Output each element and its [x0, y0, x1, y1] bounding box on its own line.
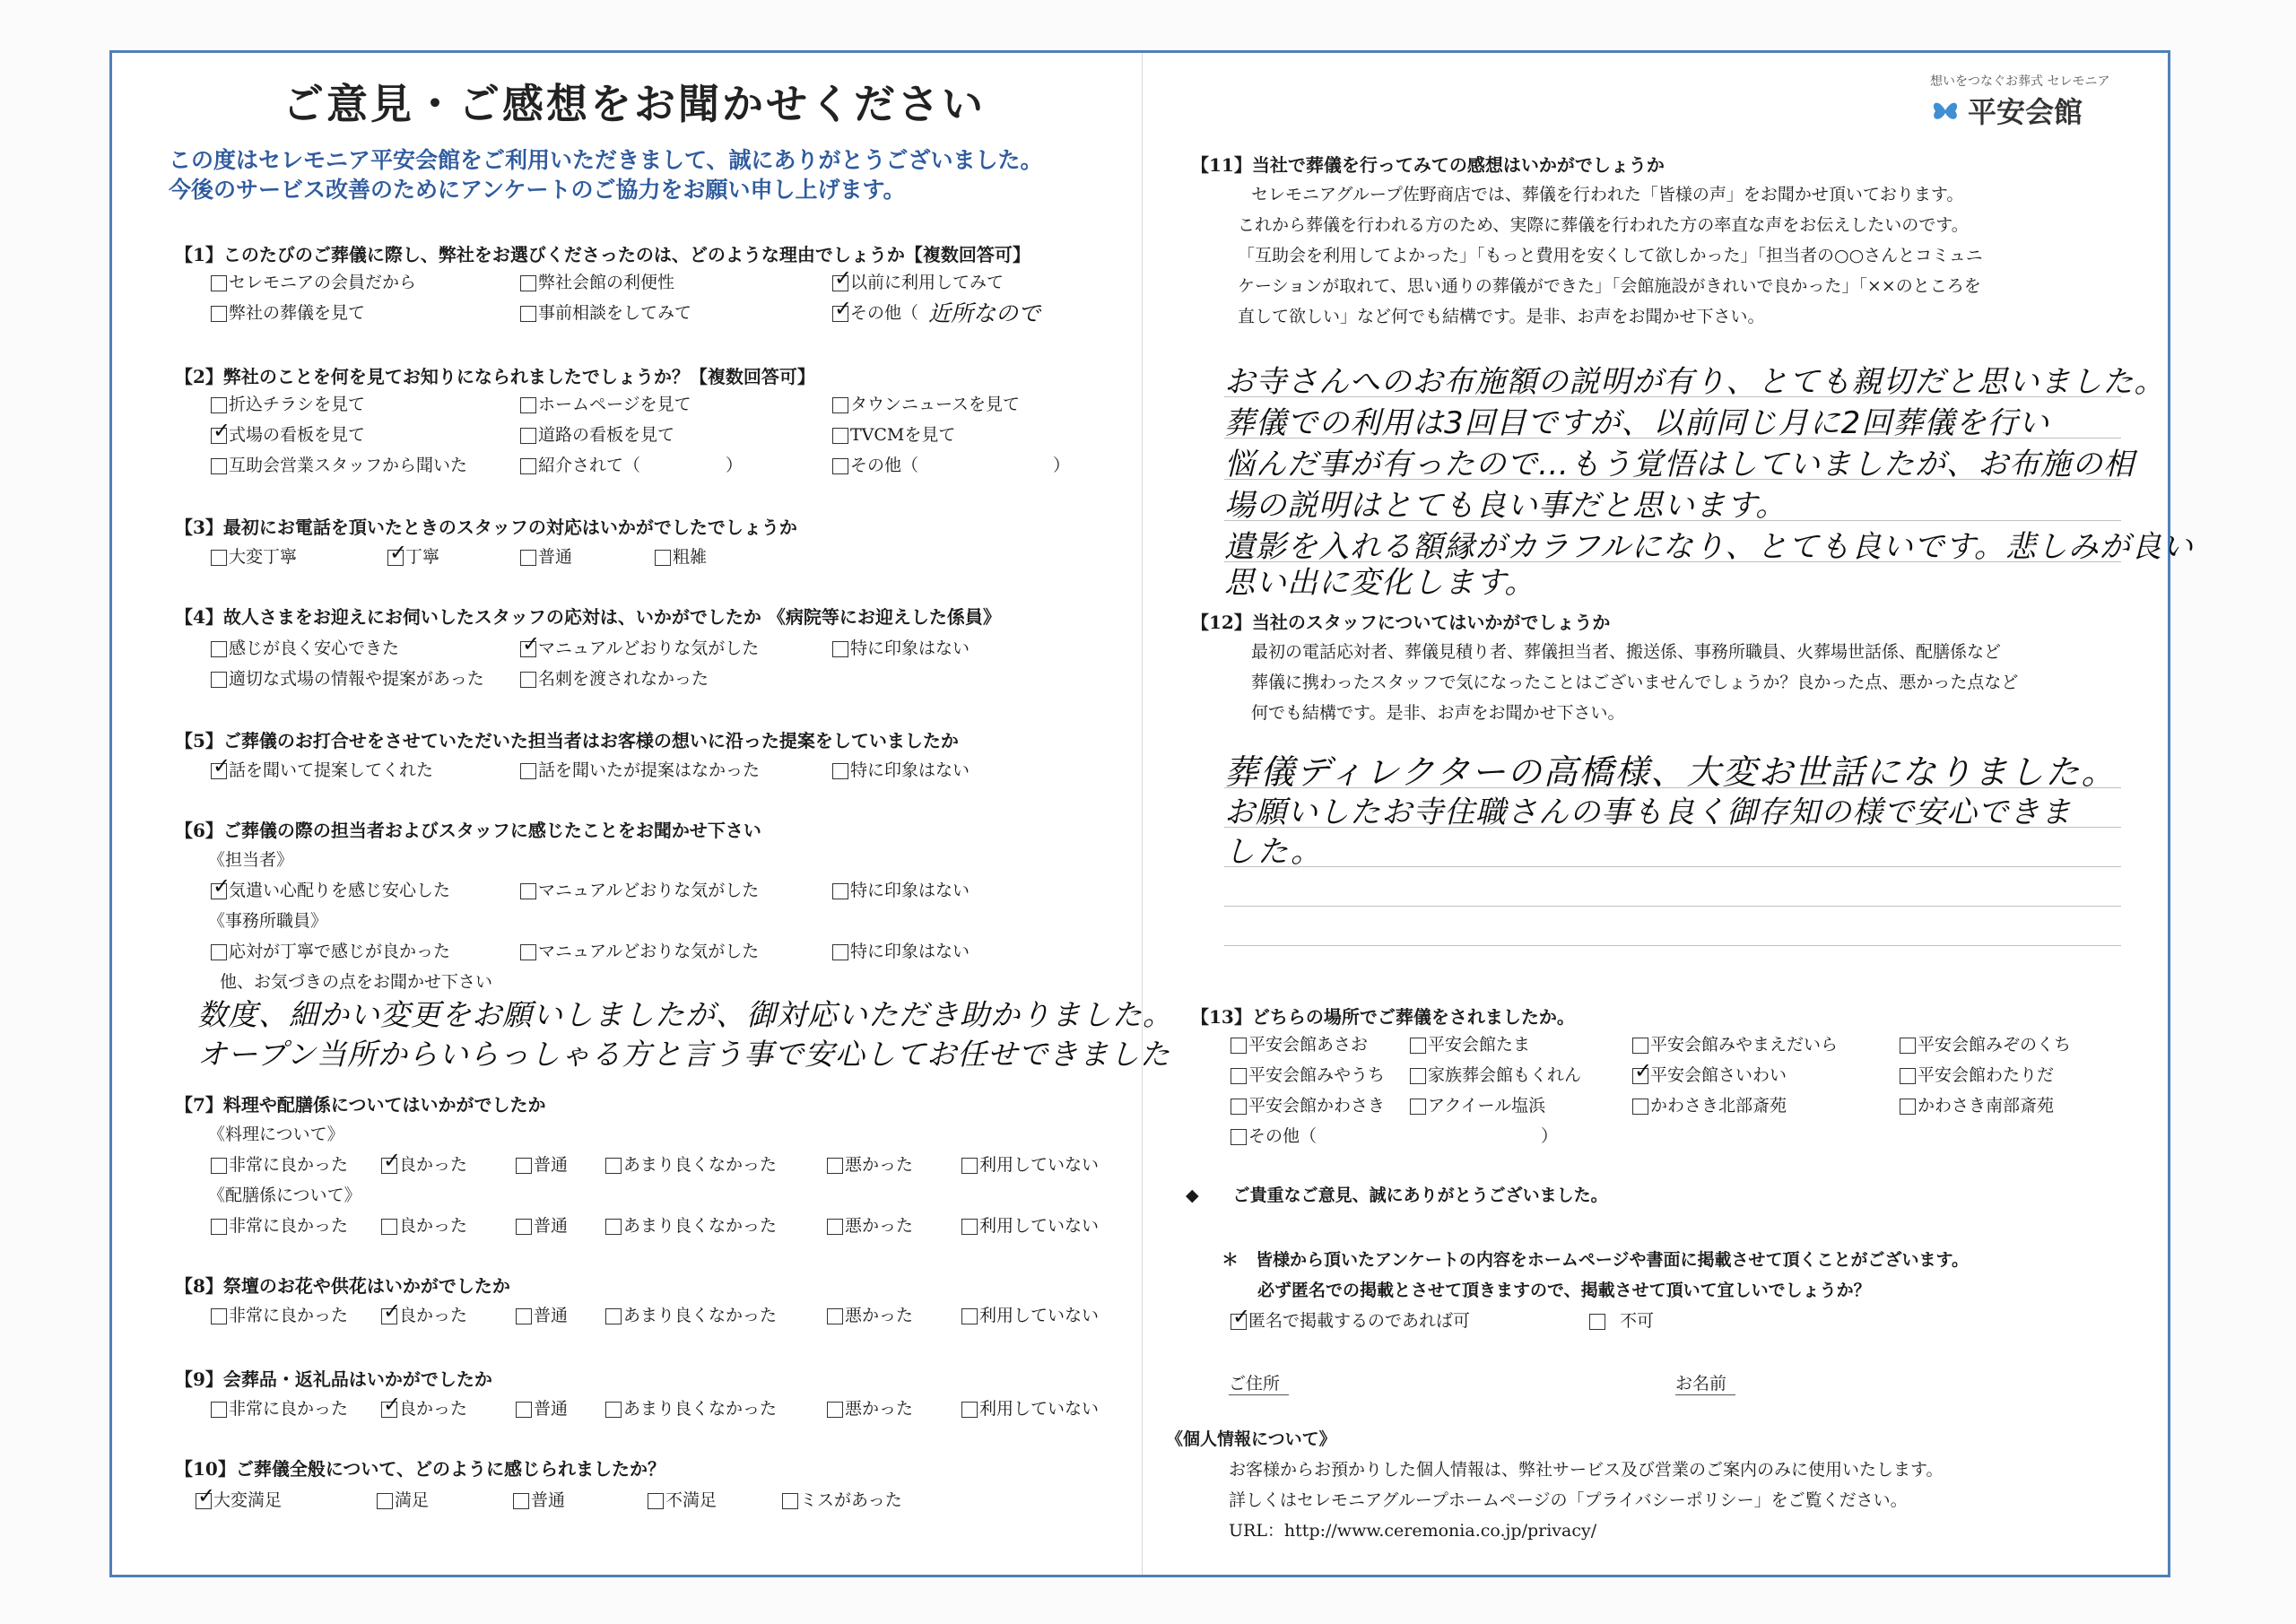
q10-opt5[interactable] [782, 1487, 902, 1511]
q5-opt2[interactable] [520, 757, 760, 781]
checkbox[interactable] [1231, 1099, 1247, 1115]
option-label: ミスがあった [800, 1490, 902, 1510]
option-label: 平安会館さいわい [1650, 1065, 1787, 1085]
option-label: 名刺を渡されなかった [538, 669, 709, 689]
q13-opt3[interactable] [1632, 1031, 1838, 1055]
option-label: 特に印象はない [850, 942, 970, 961]
checkbox[interactable] [832, 458, 848, 474]
checkbox[interactable] [520, 397, 536, 413]
q6-opt3[interactable] [832, 877, 970, 901]
q7b-opt3[interactable] [516, 1212, 568, 1237]
option-label: 良かった [399, 1399, 468, 1419]
q7a-opt6[interactable] [961, 1151, 1099, 1176]
q11-text-5: 直して欲しい」など何でも結構です。是非、お声をお聞かせ下さい。 [1238, 307, 1765, 326]
checkbox[interactable] [832, 397, 848, 413]
q13-opt11[interactable] [1632, 1092, 1787, 1116]
option-label: 丁寧 [405, 547, 440, 567]
option-label: 感じが良く安心できた [229, 638, 400, 658]
checkbox[interactable] [211, 550, 227, 566]
checkbox-checked[interactable] [211, 763, 227, 779]
q12-text-2: 葬儀に携わったスタッフで気になったことはございませんでしょうか？良かった点、悪かった点など [1251, 673, 2019, 692]
checkbox[interactable] [1632, 1099, 1648, 1115]
q8-opt4[interactable] [605, 1302, 777, 1326]
checkbox[interactable] [1410, 1068, 1426, 1084]
question-5: 【5】ご葬儀のお打合せをさせていただいた担当者はお客様の想いに沿った提案をしていましたか [175, 730, 959, 751]
checkbox[interactable] [520, 550, 536, 566]
question-13: 【13】どちらの場所でご葬儀をされましたか。 [1191, 1006, 1575, 1028]
option-label: 家族葬会館もくれん [1428, 1065, 1582, 1085]
option-label: マニュアルどおりな気がした [538, 881, 760, 900]
q6-opt5[interactable] [520, 938, 759, 962]
q11-text-1: セレモニアグループ佐野商店では、葬儀を行われた「皆様の声」をお聞かせ頂いております。 [1251, 185, 1964, 204]
q2-opt4[interactable] [211, 421, 365, 446]
diamond-icon: ◆ [1186, 1185, 1199, 1205]
option-label: 普通 [531, 1490, 566, 1510]
checkbox[interactable] [1231, 1129, 1247, 1145]
option-label: 折込チラシを見て [229, 395, 366, 414]
q3-opt4[interactable] [655, 543, 707, 568]
option-label: 平安会館わたりだ [1918, 1065, 2055, 1085]
question-8: 【8】祭壇のお花や供花はいかがでしたか [175, 1275, 510, 1297]
fold-line [1142, 53, 1143, 1575]
option-label: 特に印象はない [850, 881, 970, 900]
q11-text-3: 「互助会を利用してよかった」「もっと費用を安くして欲しかった」「担当者の○○さんとコミュニ [1238, 246, 1983, 265]
checkbox[interactable] [827, 1158, 843, 1174]
checkbox[interactable] [520, 672, 536, 688]
option-label: 利用していない [979, 1216, 1100, 1236]
checkbox[interactable] [211, 672, 227, 688]
option-label: 平安会館みやまえだいら [1650, 1035, 1839, 1055]
q13-opt7[interactable] [1632, 1062, 1787, 1086]
q4-opt5[interactable] [520, 665, 709, 690]
logo-tagline: 想いをつなぐお葬式 セレモニア [1930, 74, 2110, 89]
q5-opt1[interactable] [211, 757, 433, 781]
checkbox[interactable] [605, 1308, 622, 1324]
checkbox[interactable] [211, 397, 227, 413]
option-label: 事前相談をしてみて [538, 303, 692, 323]
checkbox[interactable] [211, 275, 227, 291]
checkbox-checked[interactable] [211, 428, 227, 444]
option-label: 悪かった [845, 1155, 914, 1175]
q7b-opt6[interactable] [961, 1212, 1099, 1237]
checkbox[interactable] [961, 1158, 978, 1174]
q11-handwritten-1: お寺さんへのお布施額の説明が有り、とても親切だと思いました。 [1224, 364, 2166, 400]
question-4: 【4】故人さまをお迎えにお伺いしたスタッフの応対は、いかがでしたか 《病院等にお迎えした係員》 [175, 606, 1001, 628]
q2-opt5[interactable] [520, 421, 674, 446]
option-label: 普通 [534, 1399, 569, 1419]
option-label: 良かった [399, 1306, 468, 1325]
question-9: 【9】会葬品・返礼品はいかがでしたか [175, 1368, 492, 1390]
checkbox[interactable] [520, 458, 536, 474]
checkbox[interactable] [381, 1219, 397, 1235]
option-label: 非常に良かった [229, 1216, 349, 1236]
option-label: 粗雑 [673, 547, 708, 567]
q3-opt3[interactable] [520, 543, 572, 568]
q6-opt6[interactable] [832, 938, 970, 962]
q7b-opt5[interactable] [827, 1212, 913, 1237]
option-label: マニュアルどおりな気がした [538, 638, 760, 658]
q11-text-2: これから葬儀を行われる方のため、実際に葬儀を行われた方の率直な声をお伝えしたいのです。 [1238, 215, 1969, 235]
q12-handwritten-1: 葬儀ディレクターの高橋様、大変お世話になりました。 [1224, 752, 2118, 792]
q1-opt3[interactable] [832, 269, 1004, 293]
checkbox[interactable] [513, 1493, 529, 1509]
q9-opt6[interactable] [961, 1395, 1099, 1420]
option-label: 以前に利用してみて [850, 273, 1004, 292]
q4-opt4[interactable] [211, 665, 484, 690]
option-label: その他（ [850, 303, 919, 323]
q12-handwritten-2: お願いしたお寺住職さんの事も良く御存知の様で安心できま [1224, 795, 2072, 830]
option-label: 不可 [1620, 1311, 1655, 1331]
q13-opt1[interactable] [1231, 1031, 1368, 1055]
checkbox[interactable] [1900, 1038, 1916, 1054]
option-label: あまり良くなかった [623, 1155, 778, 1175]
q13-opt9[interactable] [1231, 1092, 1385, 1116]
checkbox[interactable] [832, 428, 848, 444]
q1-opt5[interactable] [520, 300, 691, 324]
option-label: 平安会館みやうち [1248, 1065, 1386, 1085]
privacy-title: 《個人情報について》 [1166, 1429, 1336, 1449]
option-label: 気遣い心配りを感じ安心した [229, 881, 451, 900]
option-label: その他（ [850, 456, 919, 475]
q7b-opt4[interactable] [605, 1212, 777, 1237]
option-label: TVCMを見て [850, 425, 956, 445]
checkbox[interactable] [961, 1219, 978, 1235]
q4-opt3[interactable] [832, 635, 970, 659]
checkbox[interactable] [832, 944, 848, 960]
publish-note-2: 必ず匿名での掲載とさせて頂きますので、掲載させて頂いて宜しいでしょうか？ [1257, 1281, 1871, 1300]
q6-sub-jimusho: 《事務所職員》 [208, 911, 328, 931]
q3-opt1[interactable] [211, 543, 297, 568]
option-label: その他（ [1248, 1126, 1318, 1146]
privacy-text-1: お客様からお預かりした個人情報は、弊社サービス及び営業のご案内のみに使用いたします。 [1229, 1460, 1944, 1480]
intro-text [169, 145, 1043, 204]
q13-opt5[interactable] [1231, 1062, 1385, 1086]
checkbox-checked[interactable] [832, 306, 848, 322]
q13-opt12[interactable] [1900, 1092, 2054, 1116]
q7-sub-serve: 《配膳係について》 [208, 1185, 361, 1205]
checkbox[interactable] [211, 458, 227, 474]
checkbox[interactable] [516, 1158, 532, 1174]
option-label: かわさき南部斎苑 [1918, 1096, 2055, 1116]
intro-line-1: この度はセレモニア平安会館をご利用いただきまして、誠にありがとうございました。 [169, 147, 1043, 173]
publish-yes[interactable] [1231, 1307, 1470, 1332]
q7b-opt1[interactable] [211, 1212, 348, 1237]
option-label: 悪かった [845, 1399, 914, 1419]
option-label: 悪かった [845, 1216, 914, 1236]
q7a-opt3[interactable] [516, 1151, 568, 1176]
option-label: 悪かった [845, 1306, 914, 1325]
q2-opt2[interactable] [520, 391, 691, 415]
checkbox[interactable] [605, 1402, 622, 1418]
checkbox[interactable] [827, 1219, 843, 1235]
privacy-url[interactable]: URL：http://www.ceremonia.co.jp/privacy/ [1229, 1521, 1597, 1541]
asterisk-icon: ＊ [1222, 1250, 1239, 1270]
checkbox[interactable] [782, 1493, 798, 1509]
option-label: 大変満足 [213, 1490, 283, 1510]
option-label: あまり良くなかった [623, 1399, 778, 1419]
note-text-1: 皆様から頂いたアンケートの内容をホームページや書面に掲載させて頂くことがございます。 [1256, 1250, 1969, 1270]
page-title: ご意見・ご感想をお聞かせください [283, 80, 986, 128]
option-label: 普通 [534, 1216, 569, 1236]
q8-opt2[interactable] [381, 1302, 467, 1326]
address-field[interactable]: ご住所 [1229, 1370, 1289, 1395]
q8-opt1[interactable] [211, 1302, 348, 1326]
option-label: 式場の看板を見て [229, 425, 366, 445]
option-label: 匿名で掲載するのであれば可 [1248, 1311, 1471, 1331]
q6-opt2[interactable] [520, 877, 759, 901]
option-label: 非常に良かった [229, 1155, 349, 1175]
option-label: 大変丁寧 [229, 547, 298, 567]
q6-sub-other: 他、お気づきの点をお聞かせ下さい [220, 972, 493, 992]
q2-opt6[interactable] [832, 421, 955, 446]
q11-text-4: ケーションが取れて、思い通りの葬儀ができた」「会館施設がきれいで良かった」「××のところを [1238, 276, 1981, 296]
q13-opt8[interactable] [1900, 1062, 2054, 1086]
q9-opt3[interactable] [516, 1395, 568, 1420]
option-label: 弊社会館の利便性 [538, 273, 675, 292]
checkbox[interactable] [961, 1402, 978, 1418]
q8-opt6[interactable] [961, 1302, 1099, 1326]
q8-opt5[interactable] [827, 1302, 913, 1326]
q13-opt13[interactable] [1231, 1123, 1558, 1147]
checkbox[interactable] [520, 944, 536, 960]
option-label: 弊社の葬儀を見て [229, 303, 366, 323]
paren-close: ） [1053, 456, 1071, 475]
option-label: 適切な式場の情報や提案があった [229, 669, 484, 689]
q2-opt9[interactable] [832, 452, 1070, 476]
option-label: 特に印象はない [850, 760, 970, 780]
q7a-opt2[interactable] [381, 1151, 467, 1176]
checkbox[interactable] [520, 763, 536, 779]
option-label: 非常に良かった [229, 1399, 349, 1419]
checkbox[interactable] [1410, 1099, 1426, 1115]
checkbox[interactable] [605, 1158, 622, 1174]
q1-other-handwritten: 近所なので [928, 300, 1041, 326]
q2-opt7[interactable] [211, 452, 467, 476]
q13-opt4[interactable] [1900, 1031, 2071, 1055]
option-label: 紹介されて（ [538, 456, 641, 475]
option-label: 話を聞いて提案してくれた [229, 760, 434, 780]
option-label: かわさき北部斎苑 [1650, 1096, 1787, 1116]
checkbox[interactable] [211, 944, 227, 960]
checkbox[interactable] [211, 1308, 227, 1324]
checkbox[interactable] [827, 1308, 843, 1324]
q6-opt4[interactable] [211, 938, 450, 962]
option-label: 非常に良かった [229, 1306, 349, 1325]
q13-opt6[interactable] [1410, 1062, 1581, 1086]
logo-name: 平安会館 [1968, 95, 2083, 129]
option-label: 応対が丁寧で感じが良かった [229, 942, 451, 961]
q3-opt2[interactable] [387, 543, 439, 568]
paren-close: ） [1541, 1126, 1559, 1146]
option-label: 平安会館かわさき [1248, 1096, 1386, 1116]
q13-opt2[interactable] [1410, 1031, 1530, 1055]
question-10: 【10】ご葬儀全般について、どのように感じられましたか？ [175, 1458, 666, 1480]
checkbox[interactable] [520, 883, 536, 899]
name-field[interactable]: お名前 [1675, 1370, 1735, 1395]
checkbox[interactable] [648, 1493, 664, 1509]
checkbox-checked[interactable] [381, 1402, 397, 1418]
option-label: 利用していない [979, 1155, 1100, 1175]
option-label: 普通 [534, 1306, 569, 1325]
q2-opt1[interactable] [211, 391, 365, 415]
checkbox[interactable] [1231, 1038, 1247, 1054]
q11-handwritten-3: 悩んだ事が有ったので…もう覚悟はしていましたが、お布施の相 [1224, 447, 2135, 482]
q6-handwritten-2: オープン当所からいらっしゃる方と言う事で安心してお任せできました [197, 1037, 1171, 1072]
checkbox-checked[interactable] [832, 275, 848, 291]
q6-opt1[interactable] [211, 877, 450, 901]
checkbox[interactable] [1231, 1068, 1247, 1084]
option-label: 不満足 [665, 1490, 718, 1510]
question-11: 【11】当社で葬儀を行ってみての感想はいかがでしょうか [1191, 154, 1665, 176]
q4-opt1[interactable] [211, 635, 399, 659]
checkbox[interactable] [211, 1402, 227, 1418]
checkbox[interactable] [1632, 1038, 1648, 1054]
q10-opt4[interactable] [648, 1487, 717, 1511]
checkbox-checked[interactable] [381, 1308, 397, 1324]
checkbox-checked[interactable] [196, 1493, 212, 1509]
checkbox[interactable] [1410, 1038, 1426, 1054]
q10-opt2[interactable] [377, 1487, 429, 1511]
q4-opt2[interactable] [520, 635, 759, 659]
q1-opt4[interactable] [211, 300, 365, 324]
option-label: 互助会営業スタッフから聞いた [229, 456, 468, 475]
checkbox-checked[interactable] [381, 1158, 397, 1174]
option-label: 特に印象はない [850, 638, 970, 658]
thanks-text: ご貴重なご意見、誠にありがとうございました。 [1232, 1185, 1608, 1205]
checkbox[interactable] [516, 1402, 532, 1418]
q1-opt2[interactable] [520, 269, 674, 293]
checkbox-checked[interactable] [1632, 1068, 1648, 1084]
checkbox[interactable] [1900, 1099, 1916, 1115]
intro-line-2: 今後のサービス改善のためにアンケートのご協力をお願い申し上げます。 [169, 177, 906, 203]
question-2: 【2】弊社のことを何を見てお知りになられましたでしょうか？【複数回答可】 [175, 366, 815, 387]
checkbox[interactable] [520, 428, 536, 444]
checkbox-checked[interactable] [520, 641, 536, 657]
q11-handwritten-6: 思い出に変化します。 [1224, 565, 1536, 601]
q6-sub-tantou: 《担当者》 [208, 850, 294, 870]
q7-sub-food: 《料理について》 [208, 1125, 344, 1144]
q8-opt3[interactable] [516, 1302, 568, 1326]
checkbox[interactable] [961, 1308, 978, 1324]
checkbox[interactable] [832, 883, 848, 899]
checkbox[interactable] [605, 1219, 622, 1235]
option-label: 道路の看板を見て [538, 425, 675, 445]
publish-note-1 [1222, 1246, 1969, 1271]
company-logo [1930, 72, 2109, 131]
checkbox[interactable] [827, 1402, 843, 1418]
checkbox[interactable] [211, 1158, 227, 1174]
q12-text-1: 最初の電話応対者、葬儀見積り者、葬儀担当者、搬送係、事務所職員、火葬場世話係、配膳係など [1251, 642, 2002, 662]
q12-handwritten-3: した。 [1224, 834, 1324, 870]
q11-handwritten-5: 遺影を入れる額縁がカラフルになり、とても良いです。悲しみが良い [1224, 529, 2194, 565]
paren-close: ） [726, 456, 744, 475]
checkbox-checked[interactable] [211, 883, 227, 899]
q9-opt1[interactable] [211, 1395, 348, 1420]
q1-opt1[interactable] [211, 269, 416, 293]
option-label: セレモニアの会員だから [229, 273, 417, 292]
q2-opt8[interactable] [520, 452, 743, 476]
q2-opt3[interactable] [832, 391, 1020, 415]
q12-text-3: 何でも結構です。是非、お声をお聞かせ下さい。 [1251, 703, 1625, 723]
q11-handwritten-2: 葬儀での利用は3回目ですが、以前同じ月に2回葬儀を行い [1224, 405, 2050, 441]
option-label: 良かった [399, 1155, 468, 1175]
checkbox[interactable] [1900, 1068, 1916, 1084]
option-label: 普通 [538, 547, 573, 567]
checkbox[interactable] [1589, 1314, 1605, 1330]
q11-handwritten-4: 場の説明はとても良い事だと思います。 [1224, 488, 1787, 524]
option-label: 平安会館あさお [1248, 1035, 1369, 1055]
option-label: タウンニュースを見て [850, 395, 1021, 414]
q7b-opt2[interactable] [381, 1212, 467, 1237]
checkbox[interactable] [832, 641, 848, 657]
option-label: あまり良くなかった [623, 1306, 778, 1325]
q9-opt5[interactable] [827, 1395, 913, 1420]
checkbox[interactable] [211, 306, 227, 322]
question-6: 【6】ご葬儀の際の担当者およびスタッフに感じたことをお聞かせ下さい [175, 820, 761, 841]
question-3: 【3】最初にお電話を頂いたときのスタッフの対応はいかがでしたでしょうか [175, 517, 797, 538]
q7a-opt1[interactable] [211, 1151, 348, 1176]
option-label: 利用していない [979, 1306, 1100, 1325]
checkbox-checked[interactable] [387, 550, 404, 566]
question-1: 【1】このたびのご葬儀に際し、弊社をお選びくださったのは、どのような理由でしょうか【複数回答可】 [175, 244, 1031, 265]
q10-opt1[interactable] [196, 1487, 282, 1511]
option-label: 利用していない [979, 1399, 1100, 1419]
checkbox[interactable] [211, 1219, 227, 1235]
q7a-opt4[interactable] [605, 1151, 777, 1176]
option-label: ホームページを見て [538, 395, 691, 414]
thanks-line [1186, 1182, 1608, 1206]
q9-opt4[interactable] [605, 1395, 777, 1420]
option-label: 平安会館たま [1428, 1035, 1531, 1055]
option-label: 話を聞いたが提案はなかった [538, 760, 761, 780]
checkbox[interactable] [211, 641, 227, 657]
option-label: あまり良くなかった [623, 1216, 778, 1236]
publish-no[interactable] [1589, 1307, 1654, 1332]
option-label: 普通 [534, 1155, 569, 1175]
q6-handwritten-1: 数度、細かい変更をお願いしましたが、御対応いただき助かりました。 [197, 997, 1173, 1032]
option-label: 満足 [395, 1490, 430, 1510]
checkbox[interactable] [520, 275, 536, 291]
option-label: アクイール塩浜 [1428, 1096, 1546, 1116]
question-7: 【7】料理や配膳係についてはいかがでしたか [175, 1094, 546, 1116]
option-label: 良かった [399, 1216, 468, 1236]
q13-opt10[interactable] [1410, 1092, 1545, 1116]
privacy-text-2: 詳しくはセレモニアグループホームページの「プライバシーポリシー」をご覧ください。 [1229, 1490, 1908, 1510]
q9-opt2[interactable] [381, 1395, 467, 1420]
q1-opt6[interactable] [832, 300, 918, 324]
checkbox[interactable] [516, 1308, 532, 1324]
q10-opt3[interactable] [513, 1487, 565, 1511]
q7a-opt5[interactable] [827, 1151, 913, 1176]
checkbox[interactable] [377, 1493, 393, 1509]
butterfly-icon [1930, 95, 1961, 126]
checkbox[interactable] [516, 1219, 532, 1235]
option-label: マニュアルどおりな気がした [538, 942, 760, 961]
question-12: 【12】当社のスタッフについてはいかがでしょうか [1191, 612, 1611, 633]
checkbox[interactable] [832, 763, 848, 779]
q5-opt3[interactable] [832, 757, 970, 781]
checkbox[interactable] [520, 306, 536, 322]
checkbox-checked[interactable] [1231, 1314, 1247, 1330]
checkbox[interactable] [655, 550, 671, 566]
option-label: 平安会館みぞのくち [1918, 1035, 2072, 1055]
